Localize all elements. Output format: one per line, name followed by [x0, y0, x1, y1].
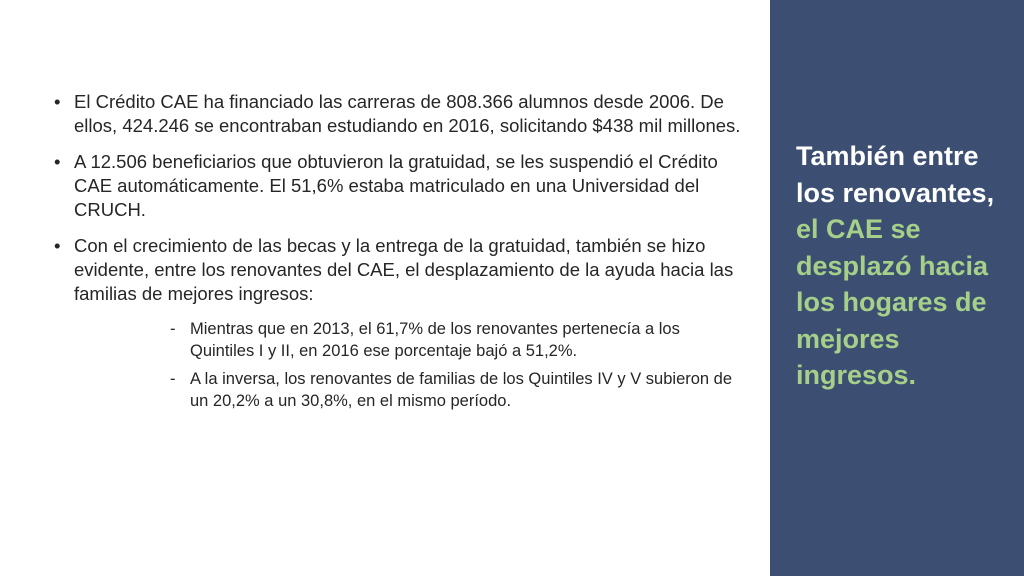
main-content	[52, 90, 742, 418]
sidebar-title-line: También entre	[796, 141, 979, 171]
bullet-item	[52, 234, 742, 306]
bullet-marker: •	[54, 151, 61, 172]
bullet-marker: •	[54, 91, 61, 112]
sidebar-highlight-line: mejores	[796, 323, 900, 354]
sub-bullet-text: Mientras que en 2013, el 61,7% de los renovantes pertenecía a los Quintiles I y II, en 2016 ese porcentaje bajó a 51,2%.	[190, 320, 680, 360]
bullet-text: El Crédito CAE ha financiado las carreras de 808.366 alumnos desde 2006. De ellos, 424.246 se encontraban estudiando en 2016, solicitando $438 mil millones.	[74, 91, 741, 136]
sub-bullet-item	[168, 318, 742, 362]
sidebar-highlight-line: ingresos.	[796, 360, 917, 390]
sidebar-highlight-line: desplazó hacia	[796, 250, 989, 281]
bullet-text: A 12.506 beneficiarios que obtuvieron la gratuidad, se les suspendió el Crédito CAE automáticamente. El 51,6% estaba matriculado en una Universidad del CRUCH.	[74, 151, 718, 220]
sub-bullet-text: A la inversa, los renovantes de familias de los Quintiles IV y V subieron de un 20,2% a un 30,8%, en el mismo período.	[190, 370, 733, 410]
sub-bullet-marker: -	[170, 370, 176, 388]
bullet-text: Con el crecimiento de las becas y la entrega de la gratuidad, también se hizo evidente, entre los renovantes del CAE, el desplazamiento de la ayuda hacia las familias de mejores ingresos:	[74, 235, 734, 304]
sidebar-title-line: los renovantes,	[796, 177, 995, 208]
sidebar-panel	[770, 0, 1024, 576]
bullet-item	[52, 90, 742, 138]
sub-bullet-list	[168, 318, 742, 412]
bullet-marker: •	[54, 235, 61, 256]
sidebar-highlight-line: los hogares de	[796, 287, 987, 317]
sub-bullet-item	[168, 368, 742, 412]
bullet-item	[52, 150, 742, 222]
sidebar-title	[796, 138, 1022, 394]
sub-bullet-marker: -	[170, 320, 176, 338]
sidebar-highlight-line: el CAE se	[796, 214, 921, 244]
